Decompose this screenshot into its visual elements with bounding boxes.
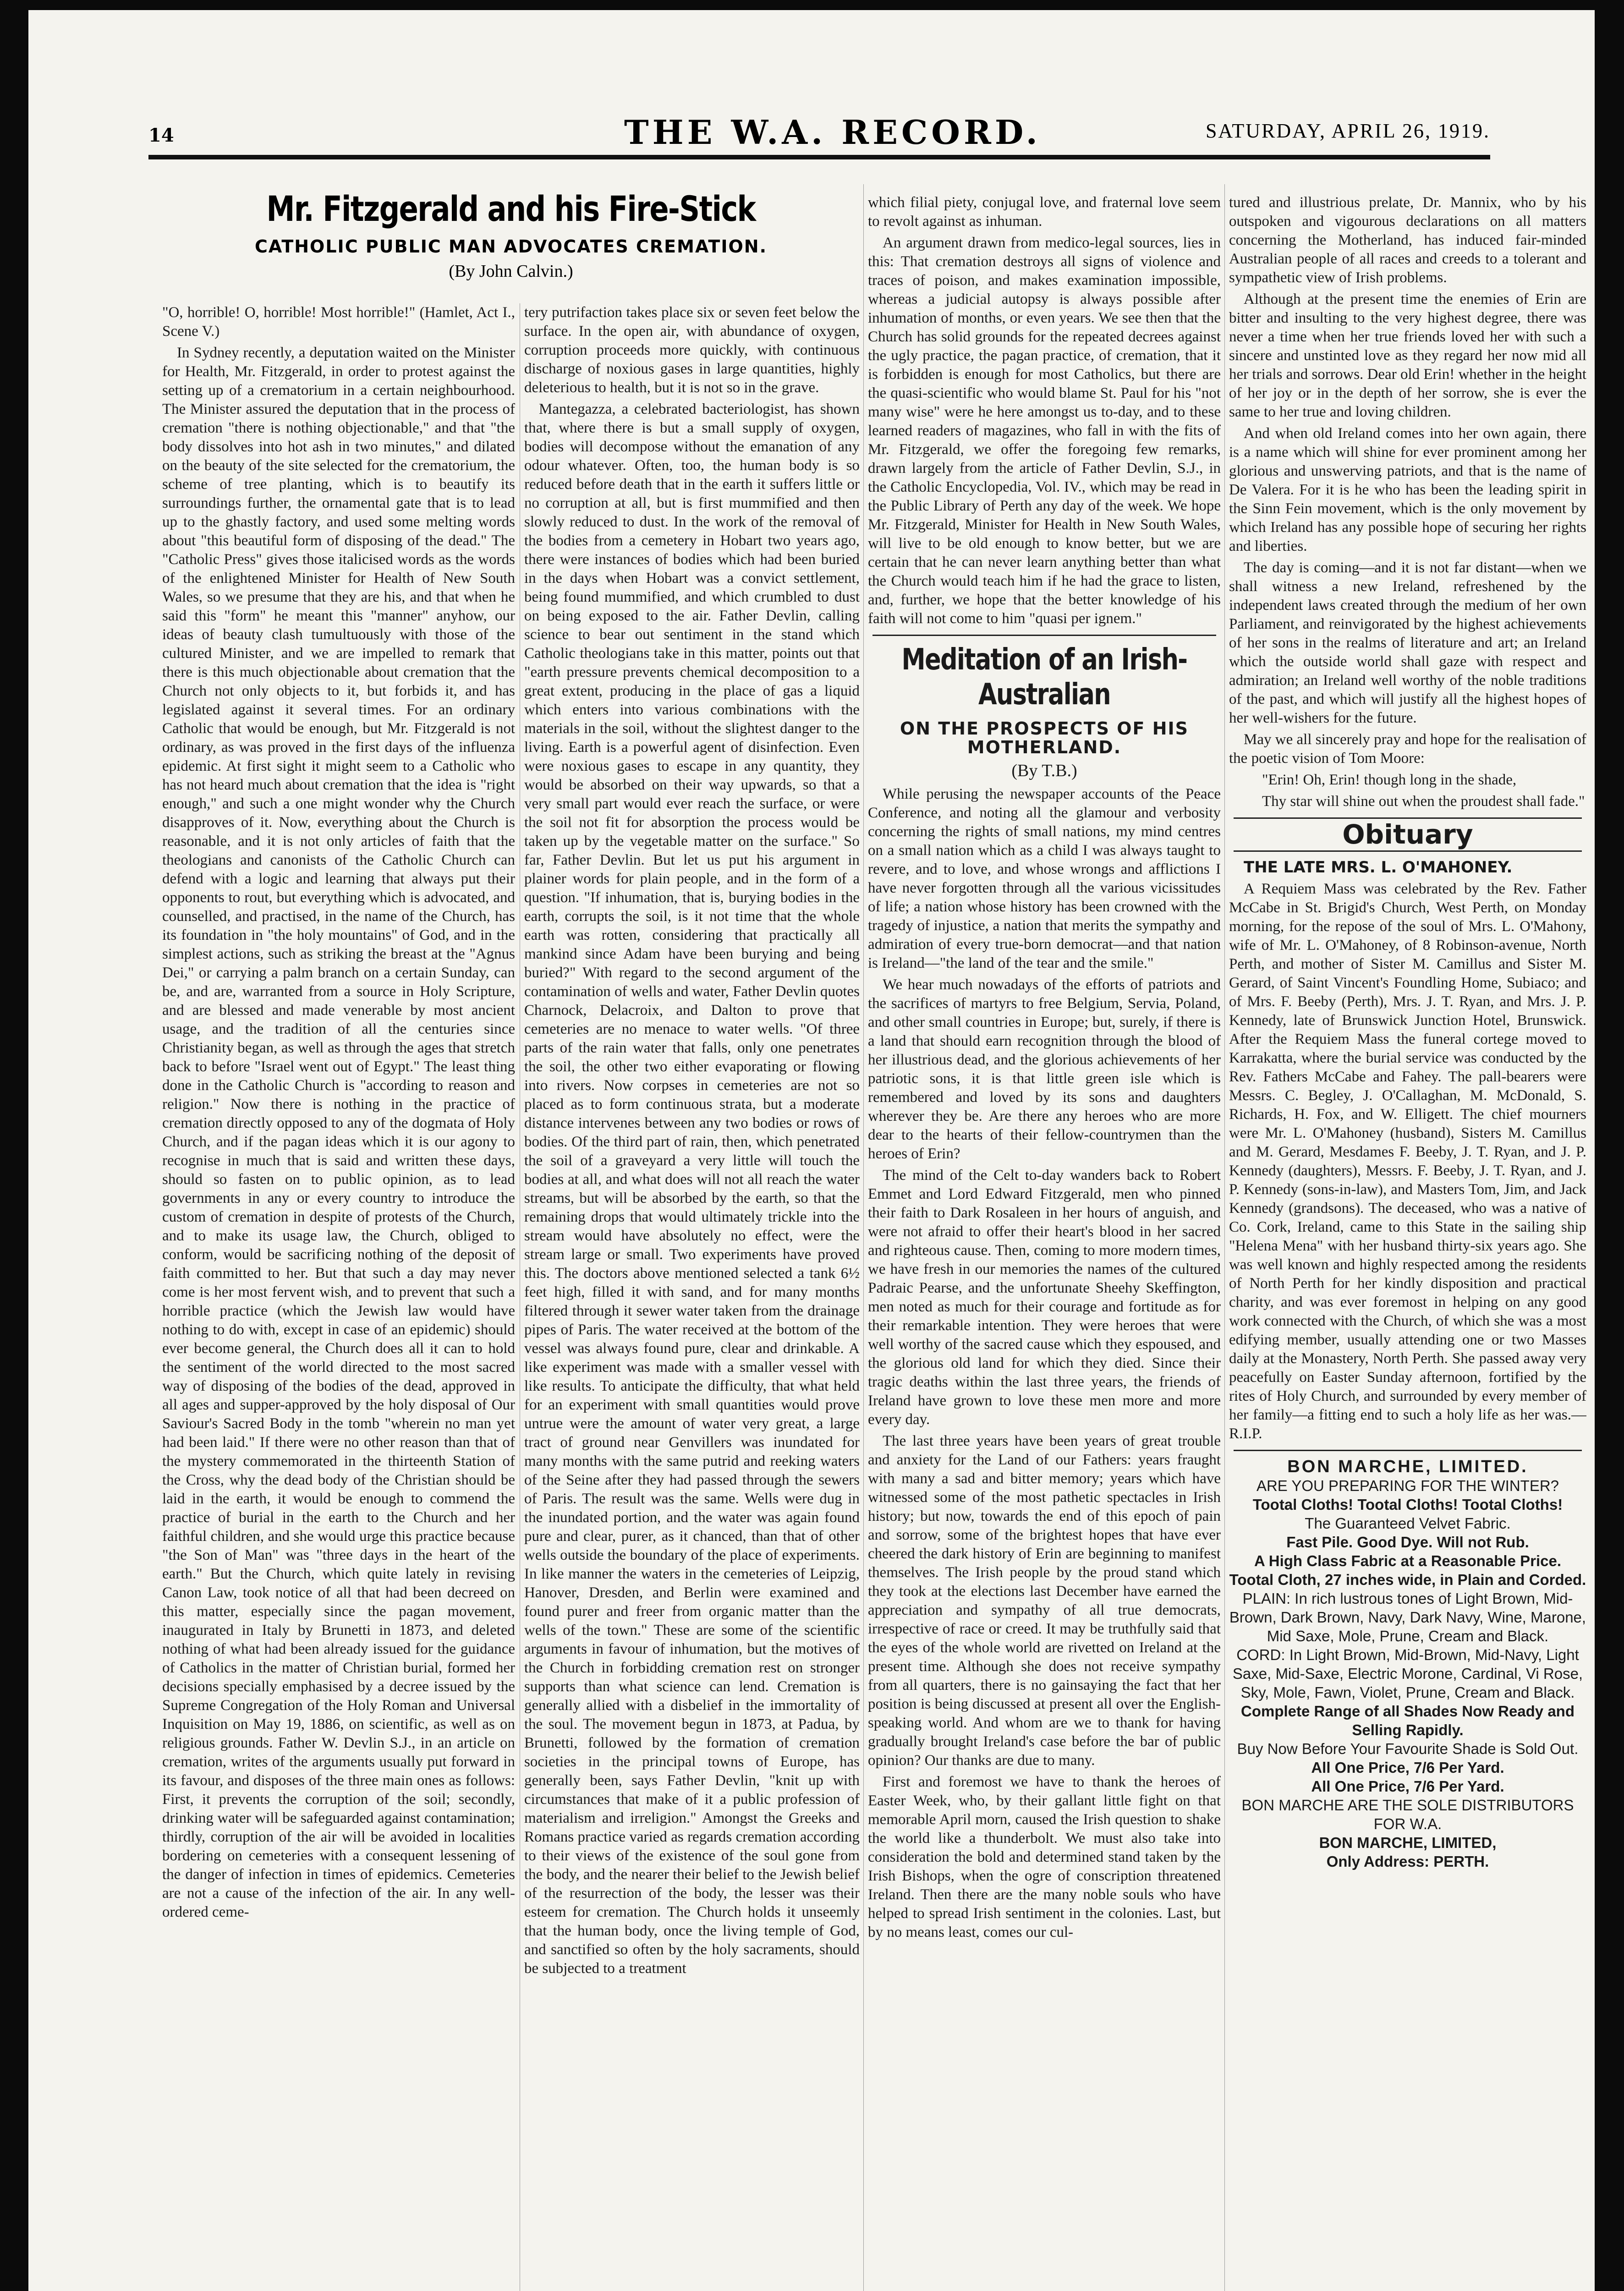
ad-line: Complete Range of all Shades Now Ready and Selling Rapidly.: [1241, 1703, 1575, 1738]
advertisement: [1229, 1458, 1586, 1871]
article-paragraph: An argument drawn from medico-legal sources, lies in this: That cremation destroys all signs of violence and traces of poison, and makes examination impossible, whereas a judicial autopsy is always possible after inhumation of months, or even years. We see then that the Church has solid grounds for the repeated decrees against the ugly practice, the pagan practice, of cremation, that it is forbidden is enough for most Catholics, but there are the quasi-scientific who would blame St. Paul for his "not many wise" were he here amongst us to-day, and to these learned readers of magazines, who fall in with the fits of Mr. Fitzgerald, we offer the foregoing few remarks, drawn largely from the article of Father Devlin, S.J., in the Catholic Encyclopedia, Vol. IV., which may be read in the Public Library of Perth any day of the week. We hope Mr. Fitzgerald, Minister for Health in New South Wales, will live to be old enough to know better, but we are certain that he can never learn anything better than what the Church would teach him if he had the grace to listen, and, further, we hope that the better knowledge of his faith will not come to him "quasi per ignem.": [868, 235, 1221, 627]
ad-line: BON MARCHE, LIMITED,: [1319, 1834, 1497, 1851]
article-title: Mr. Fitzgerald and his Fire-Stick: [266, 188, 756, 229]
ad-question: ARE YOU PREPARING FOR THE WINTER?: [1256, 1477, 1559, 1494]
ad-line: BON MARCHE ARE THE SOLE DISTRIBUTORS FOR W.A.: [1241, 1797, 1574, 1832]
article-paragraph: The day is coming—and it is not far distant—when we shall witness a new Ireland, refreshened by the independent laws created through the medium of her own Parliament, and reinvigorated by the highest achievements of her sons in the realms of literature and art; an Ireland which the outside world shall gaze with respect and admiration; an Ireland well worthy of the noble traditions of the past, and which will justify all the highest hopes of her well-wishers for the future.: [1229, 559, 1586, 726]
ad-line: Tootal Cloth, 27 inches wide, in Plain and Corded.: [1229, 1571, 1586, 1588]
ad-line: The Guaranteed Velvet Fabric.: [1305, 1515, 1511, 1532]
column-2: [524, 303, 860, 2291]
ad-line: PLAIN: In rich lustrous tones of Light Brown, Mid-Brown, Dark Brown, Navy, Dark Navy, Wine, Marone, Mid Saxe, Mole, Prune, Cream and Black.: [1229, 1590, 1586, 1644]
ad-line: A High Class Fabric at a Reasonable Price.: [1254, 1552, 1562, 1569]
article2-headline-block: [868, 642, 1221, 780]
column-4: [1229, 193, 1586, 2291]
ad-line: CORD: In Light Brown, Mid-Brown, Mid-Navy, Light Saxe, Mid-Saxe, Electric Morone, Cardinal, Vi Rose, Sky, Mole, Fawn, Violet, Prune, Cream and Black.: [1232, 1646, 1583, 1701]
article-paragraph: We hear much nowadays of the efforts of patriots and the sacrifices of martyrs to free Belgium, Servia, Poland, and other small countries in Europe; but, surely, if there is a land that should earn recognition through the blood of her illustrious dead, and the glorious achievements of her patriotic sons, it is that little green isle which is remembered and loved by its sons and daughters wherever they be. Are there any heroes who are more dear to the hearts of their fellow-countrymen than the heroes of Erin?: [868, 976, 1221, 1162]
ad-line: Only Address: PERTH.: [1326, 1853, 1489, 1870]
masthead: THE W.A. RECORD.: [624, 113, 1041, 152]
section-rule: [1234, 1450, 1582, 1451]
article-paragraph: tery putrifaction takes place six or seven feet below the surface. In the open air, with abundance of oxygen, corruption proceeds more quickly, with continuous discharge of noxious gases in large quantities, highly deleterious to health, but it is not so in the grave.: [524, 304, 860, 396]
article-paragraph: The last three years have been years of great trouble and anxiety for the Land of our Fathers: years fraught with many a sad and bitter memory; years which have witnessed some of the most pathetic spectacles in Irish history; but now, towards the end of this epoch of pain and sorrow, some of the brightest hopes that have ever cheered the dark history of Erin are beginning to manifest themselves. The Irish people by the proud stand which they took at the elections last December have earned the appreciation and sympathy of all true democrats, irrespective of race or creed. It may be truthfully said that the eyes of the whole world are rivetted on Ireland at the present time. Although she does not receive sympathy from all quarters, there is no gainsaying the fact that her position is being discussed at present all over the English-speaking world. And whom are we to thank for having gradually brought Ireland's case before the bar of public opinion? Our thanks are due to many.: [868, 1433, 1221, 1769]
article-headline-block: [162, 189, 860, 281]
ad-line: Buy Now Before Your Favourite Shade is Sold Out.: [1237, 1740, 1579, 1757]
newspaper-page: [28, 10, 1595, 2291]
page-number: 14: [148, 125, 174, 146]
article-paragraph: In Sydney recently, a deputation waited on the Minister for Health, Mr. Fitzgerald, in order to protest against the setting up of a crematorium in a certain neighbourhood. The Minister assured the deputation that in the process of cremation "there is nothing objectionable," and that "the body dissolves into hot ash in two minutes," and dilated on the beauty of the site selected for the crematorium, the scheme of tree planting, which is to beautify its surroundings further, the ornamental gate that is to lead up to the ghastly factory, and used some melting words about "this beautiful form of disposing of the dead." The "Catholic Press" gives those italicised words as the words of the enlightened Minister for Health of New South Wales, so we presume that they are his, and that when he said this "form" he meant this "manner" anyhow, our ideas of beauty clash tumultuously with those of the cultured Minister, and we are impelled to remark that there is this much objectionable about cremation that the Church not only objects to it, but forbids it, and has legislated against it several times. For an ordinary Catholic that would be enough, but Mr. Fitzgerald is not ordinary, as was proved in the first days of the influenza epidemic. At first sight it might seem to a Catholic who has not heard much about cremation that the idea is "right enough," and such a one might wonder why the Church disapproves of it. Now, everything about the Church is reasonable, and it is not only articles of faith that the theologians and canonists of the Catholic Church can defend with a logic and learning that always put their opponents to rout, but everything which is advocated, and counselled, and practised, in the name of the Church, has its foundation in "the holy mountains" of God, and in the simplest actions, such as striking the breast at the "Agnus Dei," or carrying a palm branch on a certain Sunday, can be, and are, warranted from a source in Holy Scripture, and are blessed and made venerable by most ancient usage, and the tradition of all the centuries since Christianity began, as well as through the ages that stretch back to before "Israel went out of Egypt." The least thing done in the Catholic Church is "according to reason and religion." Now there is nothing in the practice of cremation directly opposed to any of the dogmata of Holy Church, and if the pagan ideas which it is our agony to recognise in much that is said and written these days, should so fasten on to public opinion, as to lead governments in any or every country to introduce the custom of cremation in despite of protests of the Church, and to make its usage law, the Church, obliged to conform, would be sacrificing nothing of the deposit of faith committed to her. But that such a day may never come is her most fervent wish, and to prevent that such a horrible practice (which the Jewish law would have nothing to do with, except in case of an epidemic) should ever become general, the Church does all it can to hold the sentiment of the world directed to the most sacred way of disposing of the bodies of the dead, approved in all ages and supper-approved by the holy disposal of Our Saviour's Sacred Body in the tomb "wherein no man yet had been laid." If there were no other reason than that of the mystery commemorated in the thirteenth Station of the Cross, why the dead body of the Christian should be laid in the earth, it would be enough to commend the practice of burial in the earth to the Church and her faithful children, and she would urge this practice because "the Son of Man" was "three days in the heart of the earth." But the Church, which quite lately in revising Canon Law, took notice of all that had been decreed on this matter, especially since the pagan movement, inaugurated in Italy by Brunetti in 1873, and deleted nothing of what had been already issued for the guidance of Catholics in the matter of Christian burial, formed her decisions specially emphasised by a decree issued by the Supreme Congregation of the Holy Roman and Universal Inquisition on May 19, 1886, on scientific, as well as on religious grounds. Father W. Devlin S.J., in an article on cremation, writes of the arguments usually put forward in its favour, and disposes of the three main ones as follows: First, it prevents the corruption of the soil; secondly, drinking water will be safeguarded against contamination; thirdly, corruption of the air will be avoided in localities bordering on cemeteries with a consequent lessening of the danger of infection in times of epidemics. Cemeteries are not a cause of the infection of the air. In any well-ordered ceme-: [162, 345, 515, 1920]
article2-subtitle: ON THE PROSPECTS OF HIS MOTHERLAND.: [900, 718, 1189, 757]
obituary-text: A Requiem Mass was celebrated by the Rev. Father McCabe in St. Brigid's Church, West Perth, on Monday morning, for the repose of the soul of Mrs. L. O'Mahony, wife of Mr. L. O'Mahoney, of 8 Robinson-avenue, North Perth, and mother of Sister M. Camillus and Sister M. Gerard, of Saint Vincent's Foundling Home, Subiaco; and of Mrs. F. Beeby (Perth), Mrs. J. T. Ryan, and Mrs. J. P. Kennedy, late of Brunswick Junction Hotel, Brunswick. After the Requiem Mass the funeral cortege moved to Karrakatta, where the burial service was conducted by the Rev. Fathers McCabe and Fahey. The pall-bearers were Messrs. C. Begley, J. O'Callaghan, M. McDonald, S. Richards, H. Fox, and W. Elligett. The chief mourners were Mr. L. O'Mahoney (husband), Sisters M. Camillus and M. Gerard, Mesdames F. Beeby, J. T. Ryan, and J. P. Kennedy (daughters), Messrs. F. Beeby, J. T. Ryan, and J. P. Kennedy (sons-in-law), and Masters Tom, Jim, and Jack Kennedy (grandsons). The deceased, who was a native of Co. Cork, Ireland, came to this State in the sailing ship "Helena Mena" with her husband thirty-six years ago. She was well known and highly respected among the residents of North Perth for her kindly disposition and practical charity, and was ever foremost in helping on any good work connected with the Church, of which she was a most edifying member, usually attending one or two Masses daily at the Monastery, North Perth. She passed away very peacefully on Easter Sunday afternoon, fortified by the rites of Holy Church, and surrounded by every member of her family—a fitting end to such a holy life as her was.—R.I.P.: [1229, 881, 1586, 1442]
article-paragraph: May we all sincerely pray and hope for the realisation of the poetic vision of Tom Moore:: [1229, 731, 1586, 767]
poem-line: "Erin! Oh, Erin! though long in the shade,: [1262, 772, 1517, 788]
article-paragraph: And when old Ireland comes into her own again, there is a name which will shine for ever prominent among her glorious and unswerving patriots, and that is the name of De Valera. For it is he who has been the leading spirit in the Sinn Fein movement, which is the only movement by which Ireland has any possible hope of securing her rights and liberties.: [1229, 425, 1586, 554]
column-3: [868, 193, 1221, 2291]
poem-line: Thy star will shine out when the proudest shall fade.": [1262, 793, 1585, 810]
article-paragraph: Although at the present time the enemies of Erin are bitter and insulting to the very highest degree, there was never a time when her true friends loved her with such a sincere and unstinted love as they regard her now mid all her trials and sorrows. Dear old Erin! whether in the height of her joy or in the depth of her sorrow, she is ever the same to her true and loving children.: [1229, 291, 1586, 420]
article-paragraph: While perusing the newspaper accounts of the Peace Conference, and noting all the glamour and verbosity concerning the rights of small nations, my mind centres on a small nation which as a child I was always taught to revere, and to love, and whose wrongs and afflictions I have never forgotten through all the various vicissitudes of life; a nation whose history has been crowned with the tragedy of injustice, a nation that merits the sympathy and admiration of every true-born democrat—and that nation is Ireland—"the land of the tear and the smile.": [868, 786, 1221, 971]
ad-line: Fast Pile. Good Dye. Will not Rub.: [1286, 1534, 1529, 1551]
article-paragraph: tured and illustrious prelate, Dr. Mannix, who by his outspoken and vigourous declarations on all matters concerning the Motherland, has induced fair-minded Australian people of all races and creeds to a tolerant and sympathetic view of Irish problems.: [1229, 194, 1586, 286]
article2-title: Meditation of an Irish-Australian: [901, 643, 1187, 712]
obituary-title: Obituary: [1342, 819, 1473, 850]
ad-line: Tootal Cloths! Tootal Cloths! Tootal Cloths!: [1252, 1496, 1563, 1513]
ad-line: All One Price, 7/6 Per Yard.: [1311, 1759, 1504, 1776]
ad-line: All One Price, 7/6 Per Yard.: [1311, 1778, 1504, 1795]
column-divider: [1224, 184, 1225, 2291]
article-paragraph: First and foremost we have to thank the heroes of Easter Week, who, by their gallant little fight on that memorable April morn, caused the Irish question to shake the world like a thunderbolt. We must also take into consideration the bold and determined stand taken by the Irish Bishops, when the ogre of conscription threatened Ireland. Then there are the many noble souls who have helped to spread Irish sentiment in the colonies. Last, but by no means least, comes our cul-: [868, 1774, 1221, 1940]
article-byline: (By John Calvin.): [449, 262, 573, 281]
obituary-subhead: THE LATE MRS. L. O'MAHONEY.: [1244, 858, 1513, 877]
article-paragraph: Mantegazza, a celebrated bacteriologist, has shown that, where there is but a small supply of oxygen, bodies will decompose without the emanation of any odour whatever. Often, too, the human body is so reduced before death that in the earth it suffers little or no corruption at all, but is first mummified and then slowly reduced to dust. In the work of the removal of the bodies from a cemetery in Hobart two years ago, there were instances of bodies which had been buried in the days when Hobart was a convict settlement, being found mummified, and which crumbled to dust on being exposed to the air. Father Devlin, calling science to bear out sentiment in the stand which Catholic theologians take in this matter, points out that "earth pressure prevents chemical decomposition to a great extent, producing in the place of gas a liquid which enters into various combinations with the materials in the soil, without the slightest danger to the living. Earth is a powerful agent of disinfection. Even were noxious gases to escape in any quantity, they would be absorbed on their way upwards, so that a very small part would ever reach the surface, or were the soil not fit for absorption the process would be taken up by the vegetable matter on the surface." So far, Father Devlin. But let us put his argument in plainer words for plain people, and in the form of a question. "If inhumation, that is, burying bodies in the earth, corrupts the soil, is it not time that the whole earth was rotten, considering that practically all mankind since Adam have been burying and being buried?" With regard to the second argument of the contamination of wells and water, Father Devlin quotes Charnock, Delacroix, and Dalton to prove that cemeteries are no menace to water wells. "Of three parts of the rain water that falls, only one penetrates the soil, the other two either evaporating or flowing into rivers. Now corpses in cemeteries are not so placed as to form continuous strata, but a moderate distance intervenes between any two bodies or rows of bodies. Of the third part of rain, then, which penetrated the soil of a graveyard a very little will touch the bodies at all, and what does will not all reach the water streams, but will be absorbed by the earth, so that the remaining drops that would ultimately trickle into the stream would have absolutely no effect, were the stream large or small. Two experiments have proved this. The doctors above mentioned selected a tank 6½ feet high, filled it with sand, and for many months filtered through it sewer water taken from the drainage pipes of Paris. The water received at the bottom of the vessel was always found pure, clear and drinkable. A like experiment was made with a smaller vessel with like results. To anticipate the difficulty, that what held for an experiment with small quantities would prove untrue were the amount of water very great, a large tract of ground near Genvillers was inundated for many months with the same putrid and reeking waters of the Seine after they had passed through the sewers of Paris. The result was the same. Wells were dug in the inundated portion, and the water was again found pure and clear, purer, as it chanced, than that of other wells outside the boundary of the place of experiments. In like manner the waters in the cemeteries of Leipzig, Hanover, Dresden, and Berlin were examined and found purer and freer from organic matter than the wells of the town." These are some of the scientific arguments in favour of inhumation, but the motives of the Church in forbidding cremation rest on stronger supports than what science can lend. Cremation is generally allied with a disbelief in the immortality of the soul. The movement begun in 1873, at Padua, by Brunetti, followed by the formation of cremation societies in the principal towns of Europe, has generally been, says Father Devlin, "knit up with circumstances that make of it a public profession of materialism and irreligion." Amongst the Greeks and Romans practice varied as regards cremation according to their views of the existence of the soul gone from the body, and the nearer their belief to the Jewish belief of the resurrection of the body, the lesser was their esteem for cremation. The Church holds it unseemly that the human body, once the living temple of God, and sanctified so often by the holy sacraments, should be subjected to a treatment: [524, 401, 860, 1977]
column-divider: [863, 184, 864, 2291]
article-paragraph: which filial piety, conjugal love, and fraternal love seem to revolt against as inhuman.: [868, 194, 1221, 230]
article-subtitle: CATHOLIC PUBLIC MAN ADVOCATES CREMATION.: [254, 236, 768, 257]
article-paragraph: The mind of the Celt to-day wanders back to Robert Emmet and Lord Edward Fitzgerald, men who pinned their faith to Dark Rosaleen in her hours of anguish, and were not afraid to offer their heart's blood in her sacred and righteous cause. Then, coming to more modern times, we have fresh in our memories the names of the cultured Padraic Pearse, and the unfortunate Sheehy Skeffington, men noted as much for their courage and fortitude as for their remarkable intention. They were heroes that were well worthy of the sacred cause which they espoused, and the glorious old land for which they died. Since their tragic deaths within the last three years, the friends of Ireland have grown to love these men more and more every day.: [868, 1167, 1221, 1428]
header-rule: [148, 155, 1490, 159]
section-rule: [872, 635, 1216, 636]
epigraph: "O, horrible! O, horrible! Most horrible!" (Hamlet, Act I., Scene V.): [162, 304, 515, 340]
issue-date: SATURDAY, APRIL 26, 1919.: [1205, 120, 1490, 142]
ad-heading: BON MARCHE, LIMITED.: [1287, 1457, 1528, 1476]
column-1: [162, 303, 515, 2291]
article2-byline: (By T.B.): [1011, 761, 1077, 780]
section-rule: [1234, 850, 1582, 852]
